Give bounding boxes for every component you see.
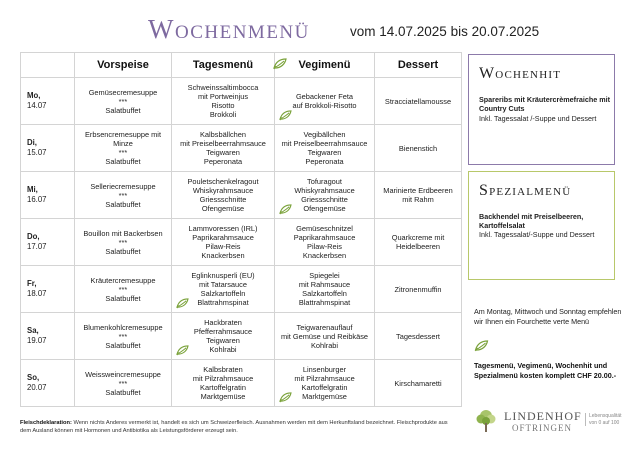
tagesmenu-line: Peperonata [203,157,243,166]
vorspeise-line: Kräutercremesuppe [90,275,156,285]
tagesmenu-line: Kalbsbraten [203,365,243,374]
dessert-cell [375,78,462,125]
day-date: 14.07 [27,101,47,110]
vorspeise-line: Salatbuffet [105,387,141,397]
fourchette-verte-leaf-icon [273,58,287,70]
tagesmenu-line: mit Portweinjus [197,92,249,101]
header-tagesmenu: Tagesmenü [172,53,275,78]
tagesmenu-cell [172,360,275,407]
day-cell [21,78,75,125]
tagesmenu-cell [172,266,275,313]
tagesmenu-line: Pfefferrahmsauce [193,327,253,336]
vorspeise-cell [75,360,172,407]
day-name: So, [27,373,40,382]
vorspeise-cell [75,266,172,313]
wochenhit-title: Wochenhit [479,65,562,82]
vorspeise-line: Erbsencremesuppe mit [85,130,161,139]
dessert-line: Stracciatellamousse [384,96,452,106]
date-range: vom 14.07.2025 bis 20.07.2025 [350,24,540,39]
vegimenu-cell [275,266,375,313]
vorspeise-cell [75,219,172,266]
vegimenu-line: Peperonata [305,157,344,166]
day-date: 17.07 [27,242,47,251]
day-cell [21,313,75,360]
tagesmenu-line: Knackerbsen [201,251,245,260]
tagesmenu-line: Eglinknusperli (EU) [191,271,255,280]
weekly-menu-table [20,52,462,407]
header-vegimenu-label: Vegimenü [298,59,351,71]
vegimenu-cell [275,78,375,125]
vorspeise-line: Blumenkohlcremesuppe [83,322,163,332]
spezialmenu-dish: Backhendel mit Preiselbeeren, Kartoffelsalat [479,212,584,230]
spezialmenu-box [468,171,615,280]
vegimenu-line: Whiskyrahmsauce [294,186,355,195]
day-name: Mi, [27,185,38,194]
tagesmenu-line: Paprikarahmsauce [192,233,254,242]
tagesmenu-line: Teigwaren [206,148,240,157]
vorspeise-line: *** [118,237,128,247]
vegimenu-cell [275,125,375,172]
vegimenu-line: Teigwaren [307,148,342,157]
table-row [21,219,462,266]
table-row [21,172,462,219]
logo-tagline [585,413,622,426]
vorspeise-line: Weissweincremesuppe [85,369,161,379]
dessert-line: Tagesdessert [396,331,440,341]
tagesmenu-line: Lammvoressen (IRL) [188,224,258,233]
day-cell [21,219,75,266]
tagesmenu-line: Ofengemüse [201,204,245,213]
tagesmenu-cell [172,313,275,360]
spezialmenu-includes: Inkl. Tagessalat/-Suppe und Dessert [479,230,595,239]
vegimenu-line: Paprikarahmsauce [293,233,356,242]
day-name: Sa, [27,326,39,335]
vorspeise-line: Bouillon mit Backerbsen [83,228,163,238]
vorspeise-line: *** [118,331,128,341]
tagesmenu-line: Kalbsbällchen [199,130,247,139]
tagesmenu-line: mit Preiselbeerrahmsauce [180,139,266,148]
day-cell [21,172,75,219]
dessert-cell [375,313,462,360]
day-date: 18.07 [27,289,47,298]
day-name: Di, [27,138,37,147]
vorspeise-line: Salatbuffet [105,157,141,166]
spezialmenu-title: Spezialmenü [479,182,572,199]
vegimenu-line: Kohlrabi [310,340,339,350]
meat-declaration [20,420,460,435]
vegimenu-line: mit Gemüse und Reibkäse [280,331,369,341]
dessert-cell [375,125,462,172]
tagesmenu-line: mit Pilzrahmsauce [192,374,254,383]
vegimenu-line: Gemüseschnitzel [296,224,353,233]
vegimenu-line: Salzkartoffeln [302,289,347,298]
day-date: 16.07 [27,195,47,204]
logo-tagline-1: Lebensqualität [589,413,622,419]
header-dessert: Dessert [375,53,462,78]
vorspeise-cell [75,78,172,125]
vegimenu-cell [275,313,375,360]
pricing-note: Tagesmenü, Vegimenü, Wochenhit und Spezialmenü kosten komplett CHF 20.00.- [474,361,617,380]
day-cell [21,125,75,172]
vorspeise-cell [75,172,172,219]
vorspeise-line: *** [118,378,128,388]
wochenhit-dish: Spareribs mit Kräutercrèmefraiche mit Country Cuts [479,95,611,113]
vorspeise-line: Salatbuffet [105,340,141,350]
table-row [21,266,462,313]
header-vorspeise: Vorspeise [75,53,172,78]
vegimenu-line: Knackerbsen [302,251,347,260]
dessert-cell [375,266,462,313]
vegimenu-line: mit Rahmsauce [298,280,351,289]
vorspeise-line: Salatbuffet [105,105,141,115]
vorspeise-line: *** [118,190,128,200]
vorspeise-line: *** [118,284,128,294]
tagesmenu-line: Marktgemüse [200,392,246,401]
vegimenu-cell [275,172,375,219]
tagesmenu-cell [172,219,275,266]
vorspeise-line: Salatbuffet [105,293,141,303]
dessert-cell [375,219,462,266]
dessert-line: Quarkcreme mit [391,233,445,242]
tagesmenu-line: Brokkoli [209,110,237,119]
fourchette-note: Am Montag, Mittwoch und Sonntag empfehlen wir Ihnen ein Fourchette verte Menü [474,307,622,326]
vegimenu-line: Tofuragout [307,177,342,186]
fourchette-verte-leaf-icon [279,204,292,215]
logo-subtitle: OFTRINGEN [512,423,572,433]
tagesmenu-line: Blattrahmspinat [197,298,249,307]
tagesmenu-cell [172,78,275,125]
tagesmenu-line: Salzkartoffeln [200,289,246,298]
day-cell [21,360,75,407]
tagesmenu-line: Kohlrabi [209,345,237,354]
logo-name: LINDENHOF [504,409,582,423]
fourchette-verte-leaf-icon [279,392,292,403]
page-title: Wochenmenü [148,14,310,44]
dessert-cell [375,172,462,219]
table-row [21,313,462,360]
vorspeise-cell [75,313,172,360]
meat-declaration-text: Wenn nichts Anderes vermerkt ist, handelt es sich um Schweizerfleisch. Ausnahmen werden mit dem Herkunftsland bezeichnet. Fleischprodukte aus dem Ausland können mit Hormonen und Antibiotika als Leistungsförderer erzeugt sein. [20,420,448,434]
dessert-line: Bienenstich [398,143,438,153]
vegimenu-line: mit Preiselbeerrahmsauce [281,139,368,148]
table-row [21,78,462,125]
vorspeise-line: Gemüsecremesuppe [88,87,158,97]
vegimenu-line: Linsenburger [302,365,347,374]
vorspeise-line: Salatbuffet [105,199,141,209]
meat-declaration-label: Fleischdeklaration: [20,420,72,426]
tagesmenu-cell [172,172,275,219]
tagesmenu-line: Whiskyrahmsauce [192,186,254,195]
tagesmenu-cell [172,125,275,172]
vegimenu-line: Spiegelei [309,271,340,280]
vegimenu-line: Ofengemüse [303,204,346,213]
tagesmenu-line: Schweinssaltimbocca [187,83,259,92]
vegimenu-line: Marktgemüse [302,392,347,401]
day-date: 19.07 [27,336,47,345]
vegimenu-line: Kartoffelgratin [301,383,348,392]
header-vegimenu [275,53,375,78]
day-cell [21,266,75,313]
vegimenu-line: auf Brokkoli-Risotto [292,101,357,110]
vorspeise-line: Minze [113,139,133,148]
dessert-cell [375,360,462,407]
vegimenu-line: Vegibällchen [303,130,346,139]
vorspeise-line: *** [118,148,128,157]
dessert-line: Zitronenmuffin [394,284,442,294]
dessert-line: Kirschamaretti [394,378,442,388]
tagesmenu-line: Griessschnitte [199,195,247,204]
header-day [21,53,75,78]
vorspeise-line: Salatbuffet [105,246,141,256]
day-name: Mo, [27,91,41,100]
tagesmenu-line: Pouletschenkelragout [187,177,259,186]
table-row [21,125,462,172]
tagesmenu-line: Kartoffelgratin [200,383,246,392]
dessert-line: Marinierte Erdbeeren [383,186,453,195]
day-name: Do, [27,232,40,241]
vorspeise-line: *** [118,96,128,106]
vegimenu-line: Blattrahmspinat [298,298,351,307]
table-row [21,360,462,407]
fourchette-verte-leaf-icon [474,340,489,352]
wochenhit-box [468,54,615,165]
vegimenu-line: Griessschnitte [301,195,348,204]
tagesmenu-line: Teigwaren [206,336,240,345]
tagesmenu-line: mit Tatarsauce [199,280,247,289]
vegimenu-cell [275,360,375,407]
dessert-line: Heidelbeeren [396,242,440,251]
fourchette-verte-leaf-icon [176,345,189,356]
fourchette-verte-leaf-icon [176,298,189,309]
vegimenu-line: Pilaw-Reis [307,242,342,251]
vegimenu-line: mit Pilzrahmsauce [294,374,355,383]
tagesmenu-line: Hackbraten [204,318,242,327]
table-header-row [21,53,462,78]
fourchette-verte-leaf-icon [279,110,292,121]
tagesmenu-line: Risotto [211,101,235,110]
vegimenu-line: Teigwarenauflauf [296,322,353,332]
dessert-line: mit Rahm [402,195,434,204]
day-name: Fr, [27,279,37,288]
lindenhof-logo [474,408,624,438]
vorspeise-cell [75,125,172,172]
day-date: 15.07 [27,148,47,157]
linden-tree-icon [474,408,498,434]
tagesmenu-line: Pilaw-Reis [205,242,241,251]
vegimenu-line: Gebackener Feta [295,92,354,101]
logo-tagline-2: von 0 auf 100 [589,419,620,426]
vorspeise-line: Selleriecremesuppe [90,181,156,191]
vegimenu-cell [275,219,375,266]
day-date: 20.07 [27,383,47,392]
wochenhit-includes: Inkl. Tagessalat /-Suppe und Dessert [479,114,597,123]
